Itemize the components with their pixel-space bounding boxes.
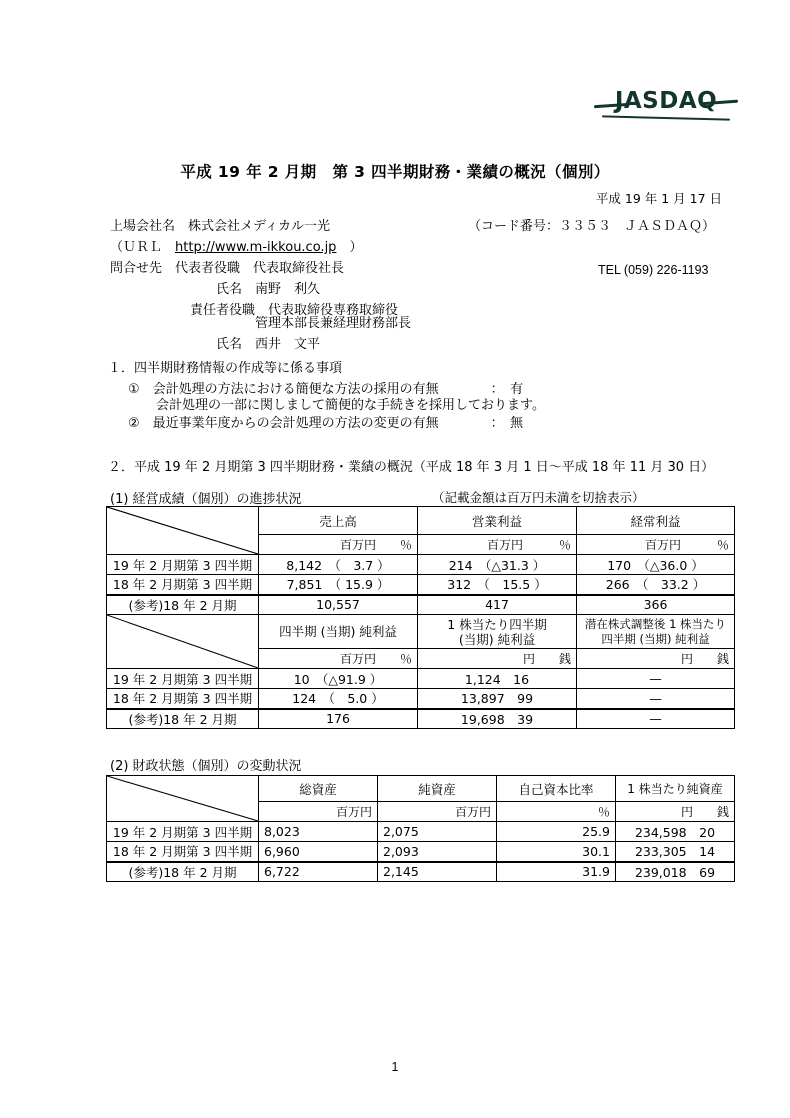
table2-row1-cell1: 13,897 99 bbox=[418, 689, 577, 709]
diagonal-line-icon bbox=[107, 507, 258, 554]
table1-row0-cell2: 170 （△36.0 ） bbox=[577, 555, 735, 575]
diagonal-line-icon bbox=[107, 615, 258, 668]
table1-row1-cell1: 312 （ 15.5 ） bbox=[418, 575, 577, 595]
table2-row2-cell2: — bbox=[577, 709, 735, 729]
table1-row1-cell0: 7,851 （ 15.9 ） bbox=[259, 575, 418, 595]
table3-unit-2: 百万円 bbox=[378, 802, 497, 822]
section1-item2: ② 最近事業年度からの会計処理の方法の変更の有無 ： 無 bbox=[128, 416, 524, 431]
table3-row1-cell1: 2,093 bbox=[378, 842, 497, 862]
table-financial-position bbox=[106, 775, 735, 882]
table1-row0-cell1: 214 （△31.3 ） bbox=[418, 555, 577, 575]
table3-row0-label: 19 年 2 月期第 3 四半期 bbox=[107, 822, 259, 842]
table3-col-2: 純資産 bbox=[378, 776, 497, 802]
table3-unit-3: ％ bbox=[497, 802, 616, 822]
table1-row0-cell0: 8,142 （ 3.7 ） bbox=[259, 555, 418, 575]
table3-unit-4: 円 銭 bbox=[616, 802, 735, 822]
table1-unit-1: 百万円 ％ bbox=[259, 535, 418, 555]
table1-col-3: 経常利益 bbox=[577, 507, 735, 535]
table2-unit-2: 円 銭 bbox=[418, 649, 577, 669]
table2-corner-cell bbox=[107, 615, 259, 669]
table1-unit-2: 百万円 ％ bbox=[418, 535, 577, 555]
table2-row0-cell0: 10 （△91.9 ） bbox=[259, 669, 418, 689]
table3-row1-cell3: 233,305 14 bbox=[616, 842, 735, 862]
subsection2-heading: (2) 財政状態（個別）の変動状況 bbox=[110, 759, 302, 774]
table1-row2-cell0: 10,557 bbox=[259, 595, 418, 615]
table3-row1-label: 18 年 2 月期第 3 四半期 bbox=[107, 842, 259, 862]
table1-unit-3: 百万円 ％ bbox=[577, 535, 735, 555]
table3-unit-1: 百万円 bbox=[259, 802, 378, 822]
table2-unit-1: 百万円 ％ bbox=[259, 649, 418, 669]
url-line bbox=[110, 240, 362, 256]
table3-row2-cell2: 31.9 bbox=[497, 862, 616, 882]
table3-row0-cell0: 8,023 bbox=[259, 822, 378, 842]
responsible-name: 氏名 西井 文平 bbox=[216, 337, 321, 352]
table3-row2-cell3: 239,018 69 bbox=[616, 862, 735, 882]
contact-line: 問合せ先 代表者役職 代表取締役社長 bbox=[110, 261, 345, 276]
section1-heading: １．四半期財務情報の作成等に係る事項 bbox=[108, 361, 343, 376]
table2-col-3: 潜在株式調整後 1 株当たり 四半期 (当期) 純利益 bbox=[577, 615, 735, 649]
company-url-link[interactable]: http://www.m-ikkou.co.jp bbox=[175, 240, 337, 255]
table-row bbox=[107, 595, 735, 615]
table2-row1-cell0: 124 （ 5.0 ） bbox=[259, 689, 418, 709]
table-row-header bbox=[107, 776, 735, 802]
table-net-income bbox=[106, 614, 735, 729]
responsible-title: 責任者役職 代表取締役専務取締役 bbox=[190, 303, 399, 318]
representative-name: 氏名 南野 利久 bbox=[216, 282, 321, 297]
table1-col-1: 売上高 bbox=[259, 507, 418, 535]
table3-row2-cell0: 6,722 bbox=[259, 862, 378, 882]
section1-item1: ① 会計処理の方法における簡便な方法の採用の有無 ： 有 bbox=[128, 382, 524, 397]
table2-row2-label: (参考)18 年 2 月期 bbox=[107, 709, 259, 729]
table3-corner-cell bbox=[107, 776, 259, 822]
table2-col-1: 四半期 (当期) 純利益 bbox=[259, 615, 418, 649]
url-suffix: ） bbox=[336, 240, 363, 255]
table2-row0-cell1: 1,124 16 bbox=[418, 669, 577, 689]
subsection1-note: （記載金額は百万円未満を切捨表示） bbox=[432, 490, 645, 505]
jasdaq-logo bbox=[592, 84, 740, 128]
table-row bbox=[107, 555, 735, 575]
section2-heading: ２．平成 19 年 2 月期第 3 四半期財務・業績の概況（平成 18 年 3 月 1 日～平成 18 年 11 月 30 日） bbox=[108, 460, 715, 475]
table2-col-2: 1 株当たり四半期 (当期) 純利益 bbox=[418, 615, 577, 649]
telephone-number: TEL (059) 226-1193 bbox=[598, 263, 709, 277]
table2-row0-label: 19 年 2 月期第 3 四半期 bbox=[107, 669, 259, 689]
table1-row2-cell1: 417 bbox=[418, 595, 577, 615]
table-row bbox=[107, 669, 735, 689]
table3-col-1: 総資産 bbox=[259, 776, 378, 802]
responsible-title-2: 管理本部長兼経理財務部長 bbox=[255, 316, 412, 331]
table3-row1-cell0: 6,960 bbox=[259, 842, 378, 862]
table1-corner-cell bbox=[107, 507, 259, 555]
table3-row0-cell1: 2,075 bbox=[378, 822, 497, 842]
table2-row1-cell2: — bbox=[577, 689, 735, 709]
table-row-header bbox=[107, 615, 735, 649]
table3-col-3: 自己資本比率 bbox=[497, 776, 616, 802]
table-row bbox=[107, 842, 735, 862]
subsection1-heading: (1) 経営成績（個別）の進捗状況 bbox=[110, 492, 302, 507]
table1-row0-label: 19 年 2 月期第 3 四半期 bbox=[107, 555, 259, 575]
code-number-line: （コード番号：３３５３ ＪＡＳＤＡＱ） bbox=[468, 219, 716, 234]
page-number: 1 bbox=[391, 1060, 399, 1074]
document-date: 平成 19 年 1 月 17 日 bbox=[595, 191, 722, 206]
table-row bbox=[107, 862, 735, 882]
table3-row0-cell3: 234,598 20 bbox=[616, 822, 735, 842]
table-row bbox=[107, 689, 735, 709]
table2-row0-cell2: — bbox=[577, 669, 735, 689]
table2-row2-cell1: 19,698 39 bbox=[418, 709, 577, 729]
url-prefix: （ＵＲＬ bbox=[110, 240, 176, 255]
table2-row1-label: 18 年 2 月期第 3 四半期 bbox=[107, 689, 259, 709]
table3-row2-cell1: 2,145 bbox=[378, 862, 497, 882]
table1-col-2: 営業利益 bbox=[418, 507, 577, 535]
table-row-header bbox=[107, 507, 735, 535]
table-row bbox=[107, 575, 735, 595]
table1-row1-label: 18 年 2 月期第 3 四半期 bbox=[107, 575, 259, 595]
table-row bbox=[107, 822, 735, 842]
table2-row2-cell0: 176 bbox=[259, 709, 418, 729]
table-row bbox=[107, 709, 735, 729]
logo-swoosh-bottom bbox=[602, 115, 730, 120]
section1-item1-note: 会計処理の一部に関しまして簡便的な手続きを採用しております。 bbox=[156, 398, 545, 413]
company-name-line: 上場会社名 株式会社メディカル一光 bbox=[110, 219, 330, 234]
table3-row0-cell2: 25.9 bbox=[497, 822, 616, 842]
diagonal-line-icon bbox=[107, 776, 258, 821]
table3-row1-cell2: 30.1 bbox=[497, 842, 616, 862]
table3-row2-label: (参考)18 年 2 月期 bbox=[107, 862, 259, 882]
table1-row2-cell2: 366 bbox=[577, 595, 735, 615]
logo-text: JASDAQ bbox=[614, 88, 718, 114]
page-title: 平成 19 年 2 月期 第 3 四半期財務・業績の概況（個別） bbox=[180, 163, 610, 181]
table-performance bbox=[106, 506, 735, 615]
table1-row1-cell2: 266 （ 33.2 ） bbox=[577, 575, 735, 595]
table3-col-4: 1 株当たり純資産 bbox=[616, 776, 735, 802]
table2-unit-3: 円 銭 bbox=[577, 649, 735, 669]
table1-row2-label: (参考)18 年 2 月期 bbox=[107, 595, 259, 615]
